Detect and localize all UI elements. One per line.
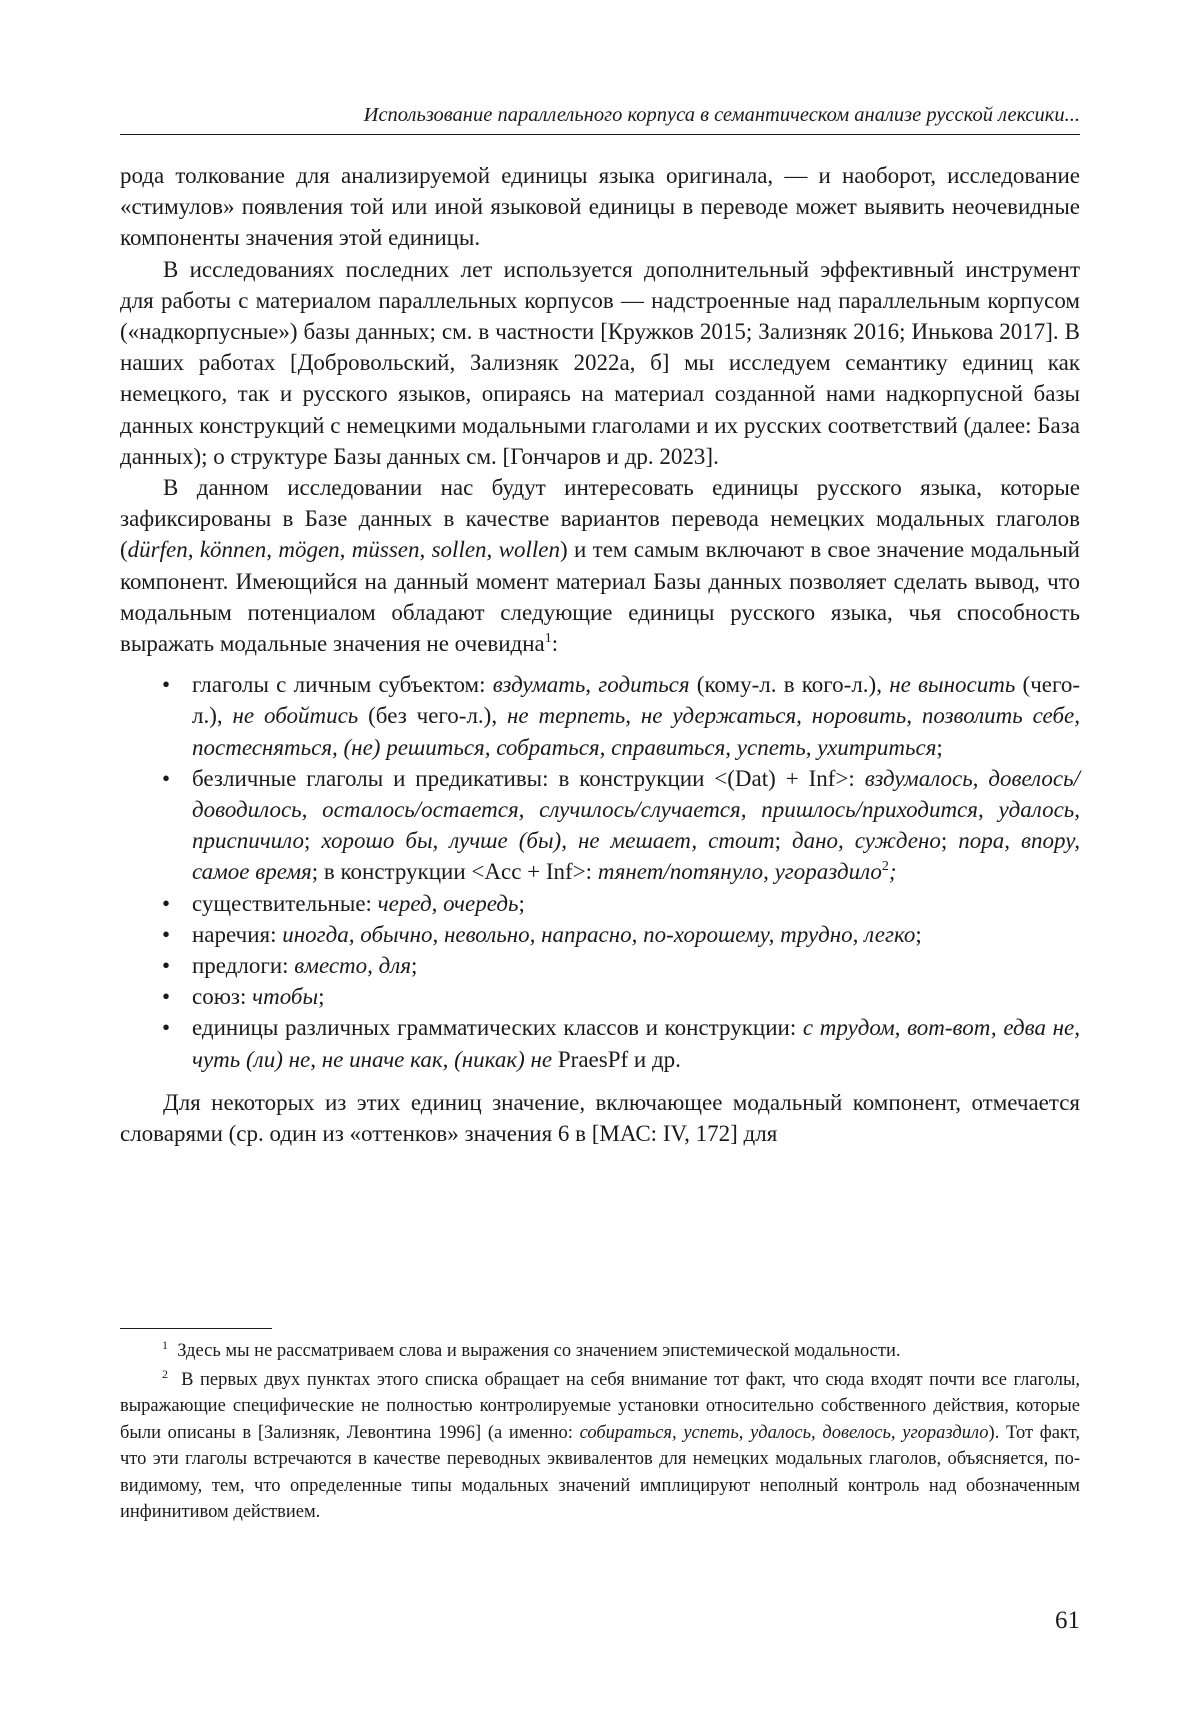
list-item-example: вздумалось, довелось/доводилось, осталось/остается, случилось/случается, пришлось/приходится, удалось, приспичило xyxy=(192,765,1080,854)
list-item-label: безличные глаголы и предикативы: в конструкции <(Dat) + Inf>: xyxy=(192,765,865,791)
list-item-text: ; xyxy=(518,890,525,916)
list-item-text: (чего-л.), xyxy=(192,672,1080,729)
paragraph-3-text-c: : xyxy=(551,631,559,657)
footnote-2 xyxy=(120,1367,1080,1526)
footnote-number: 2 xyxy=(162,1366,168,1381)
modal-units-list xyxy=(120,669,1080,1075)
list-item-example: тянет/потянуло, угораздило xyxy=(597,859,882,885)
footnote-text: В первых двух пунктах этого списка обращает на себя внимание тот факт, что сюда входят почти все глаголы, выражающие специфические не полностью контролируемые установки относительно собственного действия, которые были описаны в [Зализняк, Левонтина 1996] (а именно: xyxy=(120,1369,1081,1443)
list-item-example: вздумать xyxy=(492,672,586,698)
list-item xyxy=(192,669,1080,763)
list-item xyxy=(192,981,1080,1012)
list-item xyxy=(192,919,1080,950)
footnote-number: 1 xyxy=(162,1338,168,1352)
list-item-label: союз: xyxy=(192,984,253,1010)
list-item xyxy=(192,950,1080,981)
list-item-text: (кому-л. в кого-л.), xyxy=(689,672,890,698)
list-item-text: ; xyxy=(318,984,325,1010)
list-item-text: ; xyxy=(936,734,943,760)
footnote-text: Здесь мы не рассматриваем слова и выражения со значением эпистемической модальности. xyxy=(177,1341,901,1361)
list-item-example: пора, впору, самое время xyxy=(192,828,1081,885)
list-item-text: , xyxy=(585,672,599,698)
list-item-text: ; в конструкции <Acc + Inf>: xyxy=(311,859,598,885)
list-item-text: PraesPf и др. xyxy=(552,1046,681,1072)
page-number: 61 xyxy=(1055,1607,1080,1634)
list-item-text: ; xyxy=(304,828,322,854)
footnotes xyxy=(120,1338,1080,1528)
footnote-1 xyxy=(120,1338,1080,1365)
list-item-example: чтобы xyxy=(252,984,319,1010)
list-item-label: единицы различных грамматических классов и конструкции: xyxy=(192,1015,803,1041)
list-item xyxy=(192,1012,1080,1074)
paragraph-3-text-b: ) и тем самым включают в свое значение модальный компонент. Имеющийся на данный момент материал Базы данных позволяет сделать вывод, что модальным потенциалом обладают следующие единицы русского языка, чья способность выражать модальные значения не очевидна xyxy=(120,537,1080,657)
list-item-example: вместо, для xyxy=(294,953,412,979)
paragraph-3 xyxy=(120,472,1080,659)
list-item-label: существительные: xyxy=(192,890,378,916)
list-item-label: глаголы с личным субъектом: xyxy=(192,672,493,698)
body-text xyxy=(120,160,1080,1149)
list-item-text: (без чего-л.), xyxy=(358,703,507,729)
list-item-example: не выносить xyxy=(889,672,1016,698)
list-item-example: дано, суждено xyxy=(791,828,941,854)
list-item-text: ; xyxy=(940,828,959,854)
list-item-label: предлоги: xyxy=(192,953,295,979)
list-item-label: наречия: xyxy=(192,921,283,947)
list-item-text: ; xyxy=(411,953,418,979)
footnote-verbs: собираться, успеть, удалось, довелось, угораздило xyxy=(579,1422,989,1443)
footnote-divider xyxy=(120,1328,272,1329)
list-item-text: ; xyxy=(888,859,897,885)
paragraph-3-text-a: В данном исследовании нас будут интересовать единицы русского языка, которые зафиксированы в Базе данных в качестве вариантов перевода немецких модальных глаголов ( xyxy=(120,475,1080,563)
list-item-example: не терпеть, не удержаться, норовить, позволить себе, постесняться, (не) решиться, собраться, справиться, успеть, ухитриться xyxy=(192,703,1080,760)
list-item xyxy=(192,888,1080,919)
running-head: Использование параллельного корпуса в семантическом анализе русской лексики... xyxy=(120,104,1080,135)
footnote-text: ). Тот факт, что эти глаголы встречаются в качестве переводных эквивалентов для немецких модальных глаголов, объясняется, по-видимому, тем, что определенные типы модальных значений имплицируют неполный контроль над обозначенным инфинитивом действием. xyxy=(120,1422,1080,1522)
list-item-example: с трудом, вот-вот, едва не, чуть (ли) не, не иначе как, (никак) не xyxy=(192,1015,1080,1072)
list-item-example: хорошо бы, лучше (бы), не мешает, стоит xyxy=(321,828,775,854)
list-item-example: годиться xyxy=(598,672,690,698)
paragraph-3-modal-verbs: dürfen, können, mögen, müssen, sollen, wollen xyxy=(127,537,560,563)
paragraph-1: рода толкование для анализируемой единицы языка оригинала, — и наоборот, исследование «стимулов» появления той или иной языковой единицы в переводе может выявить неочевидные компоненты значения этой единицы. xyxy=(120,163,1080,251)
list-item-example: черед, очередь xyxy=(377,890,519,916)
list-item-example: не обойтись xyxy=(232,703,359,729)
paragraph-2: В исследованиях последних лет используется дополнительный эффективный инструмент для работы с материалом параллельных корпусов — надстроенные над параллельным корпусом («надкорпусные») базы данных; см. в частности [Кружков 2015; Зализняк 2016; Инькова 2017]. В наших работах [Добровольский, Зализняк 2022а, б] мы исследуем семантику единиц как немецкого, так и русского языков, опираясь на материал созданной нами надкорпусной базы данных конструкций с немецкими модальными глаголами и их русских соответствий (далее: База данных); о структуре Базы данных см. [Гончаров и др. 2023]. xyxy=(120,256,1080,469)
list-item-example: иногда, обычно, невольно, напрасно, по-хорошему, трудно, легко xyxy=(282,921,916,947)
footnote-ref-1[interactable]: 1 xyxy=(544,631,552,647)
list-item xyxy=(192,763,1080,888)
list-item-text: ; xyxy=(774,828,792,854)
paragraph-4: Для некоторых из этих единиц значение, включающее модальный компонент, отмечается словарями (ср. один из «оттенков» значения 6 в [МАС: IV, 172] для xyxy=(120,1089,1080,1147)
list-item-text: ; xyxy=(915,921,922,947)
footnote-ref-2[interactable]: 2 xyxy=(881,859,889,875)
